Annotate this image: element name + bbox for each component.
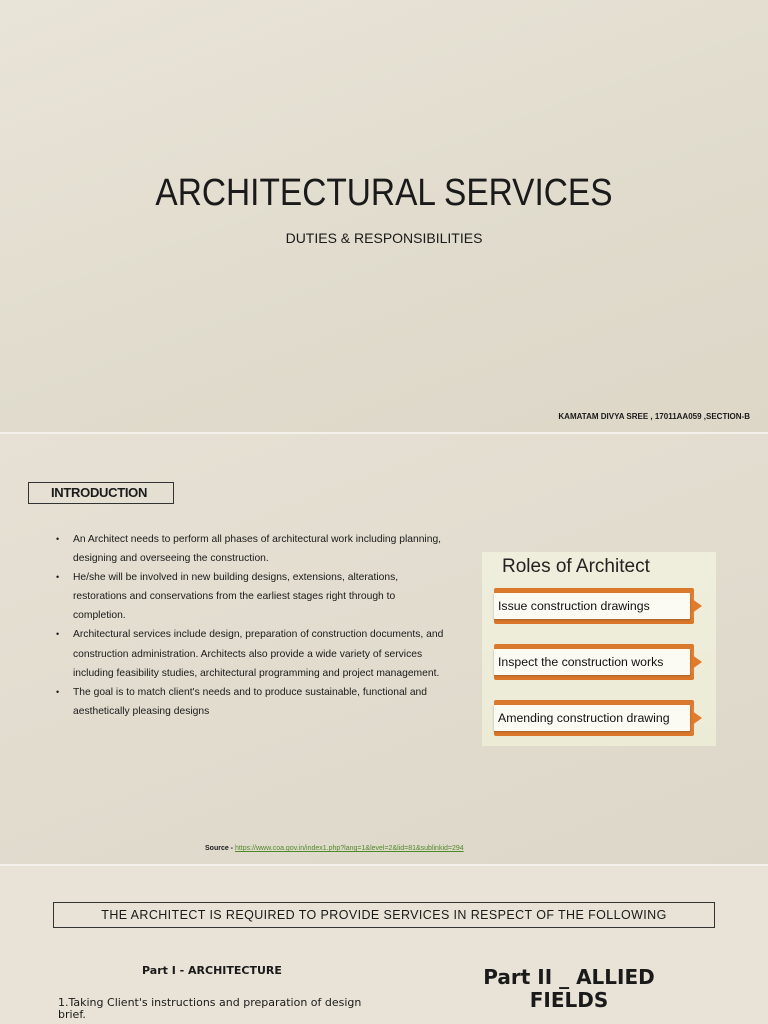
role-label: Amending construction drawing bbox=[494, 705, 690, 731]
bullet-item: • Architectural services include design, preparation of construction documents, and construction administration. Architects also provide a wide variety of services including feasibility studies, architectural programming and project management. bbox=[56, 625, 446, 682]
source-citation bbox=[205, 845, 464, 852]
bullet-item: • He/she will be involved in new building designs, extensions, alterations, restorations and conservations from the earliest stages right through to completion. bbox=[56, 568, 446, 625]
bullet-item: • The goal is to match client's needs and to produce sustainable, functional and aesthetically pleasing designs bbox=[56, 683, 446, 721]
bullet-icon: • bbox=[56, 629, 60, 640]
author-credit: KAMATAM DIVYA SREE , 17011AA059 ,SECTION-B bbox=[558, 412, 750, 421]
title-slide bbox=[0, 0, 768, 434]
part1-item: 1.Taking Client's instructions and preparation of design brief. bbox=[58, 996, 362, 1021]
source-label: Source - bbox=[205, 845, 234, 852]
introduction-bullets bbox=[56, 530, 446, 721]
services-slide bbox=[0, 866, 768, 1024]
role-item bbox=[494, 644, 702, 680]
roles-title: Roles of Architect bbox=[502, 556, 650, 577]
bullet-icon: • bbox=[56, 572, 60, 583]
slide-subtitle: DUTIES & RESPONSIBILITIES bbox=[285, 230, 483, 246]
role-item bbox=[494, 700, 702, 736]
introduction-slide bbox=[0, 434, 768, 866]
roles-of-architect-graphic bbox=[482, 552, 716, 746]
arrow-right-icon bbox=[688, 708, 702, 728]
role-label: Issue construction drawings bbox=[494, 593, 690, 619]
part2-title: Part II _ ALLIED FIELDS bbox=[483, 965, 655, 1012]
part1-title: Part I - ARCHITECTURE bbox=[142, 964, 282, 977]
services-banner: THE ARCHITECT IS REQUIRED TO PROVIDE SERVICES IN RESPECT OF THE FOLLOWING bbox=[53, 902, 715, 928]
introduction-heading: INTRODUCTION bbox=[28, 482, 174, 504]
bullet-icon: • bbox=[56, 686, 60, 697]
source-link[interactable]: https://www.coa.gov.in/index1.php?lang=1&level=2&lid=81&sublinkid=294 bbox=[234, 845, 464, 852]
arrow-right-icon bbox=[688, 652, 702, 672]
bullet-item: • An Architect needs to perform all phases of architectural work including planning, designing and overseeing the construction. bbox=[56, 530, 446, 568]
arrow-right-icon bbox=[688, 596, 702, 616]
slide-title: ARCHITECTURAL SERVICES bbox=[155, 172, 613, 214]
role-label: Inspect the construction works bbox=[494, 649, 690, 675]
role-item bbox=[494, 588, 702, 624]
bullet-icon: • bbox=[56, 534, 60, 544]
